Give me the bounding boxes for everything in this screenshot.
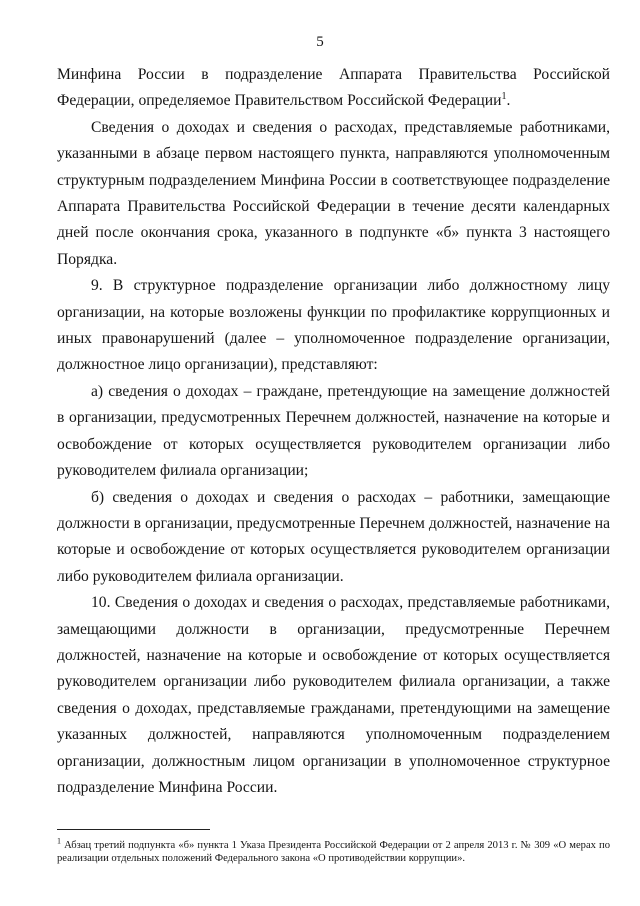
- body-text: [57, 62, 610, 801]
- footnote-divider: [57, 829, 210, 830]
- paragraph-item-10: 10. Сведения о доходах и сведения о расходах, представляемые работниками, замещающими должности в организации, предусмотренные Перечнем должностей, назначение на которые и освобождение от которых осуществляется руководителем организации либо руководителем филиала организации, а также сведения о доходах, представляемые гражданами, претендующими на замещение указанных должностей, направляются уполномоченным подразделением организации, должностным лицом организации в уполномоченное структурное подразделение Минфина России.: [57, 594, 610, 796]
- paragraph-continuation: [57, 62, 610, 115]
- paragraph-item-9: 9. В структурное подразделение организации либо должностному лицу организации, на которые возложены функции по профилактике коррупционных и иных правонарушений (далее – уполномоченное подразделение организации, должностное лицо организации), представляют:: [57, 277, 610, 374]
- footnote: [57, 836, 611, 865]
- paragraph-expenses-direction: Сведения о доходах и сведения о расходах, представляемые работниками, указанными в абзаце первом настоящего пункта, направляются уполномоченным структурным подразделением Минфина России в соответствующее подразделение Аппарата Правительства Российской Федерации в течение десяти календарных дней после окончания срока, указанного в подпункте «б» пункта 3 настоящего Порядка.: [57, 118, 610, 268]
- footnote-text: Абзац третий подпункта «б» пункта 1 Указа Президента Российской Федерации от 2 апреля 2013 г. № 309 «О мерах по реализации отдельных положений Федерального закона «О противодействии коррупции».: [57, 840, 611, 864]
- paragraph-punctuation: .: [506, 92, 511, 110]
- paragraph-item-9a: а) сведения о доходах – граждане, претендующие на замещение должностей в организации, предусмотренных Перечнем должностей, назначение на которые и освобождение от которых осуществляется руководителем организации либо руководителем филиала организации;: [57, 382, 610, 480]
- paragraph-text: Минфина России в подразделение Аппарата Правительства Российской Федерации, определяемое Правительством Российской Федерации: [57, 66, 610, 110]
- footnote-reference[interactable]: 1: [501, 91, 507, 103]
- paragraph-item-9b: б) сведения о доходах и сведения о расходах – работники, замещающие должности в организации, предусмотренные Перечнем должностей, назначение на которые и освобождение от которых осуществляется руководителем организации либо руководителем филиала организации.: [57, 488, 610, 585]
- footnote-mark: 1: [57, 836, 61, 846]
- page-number: 5: [316, 34, 324, 50]
